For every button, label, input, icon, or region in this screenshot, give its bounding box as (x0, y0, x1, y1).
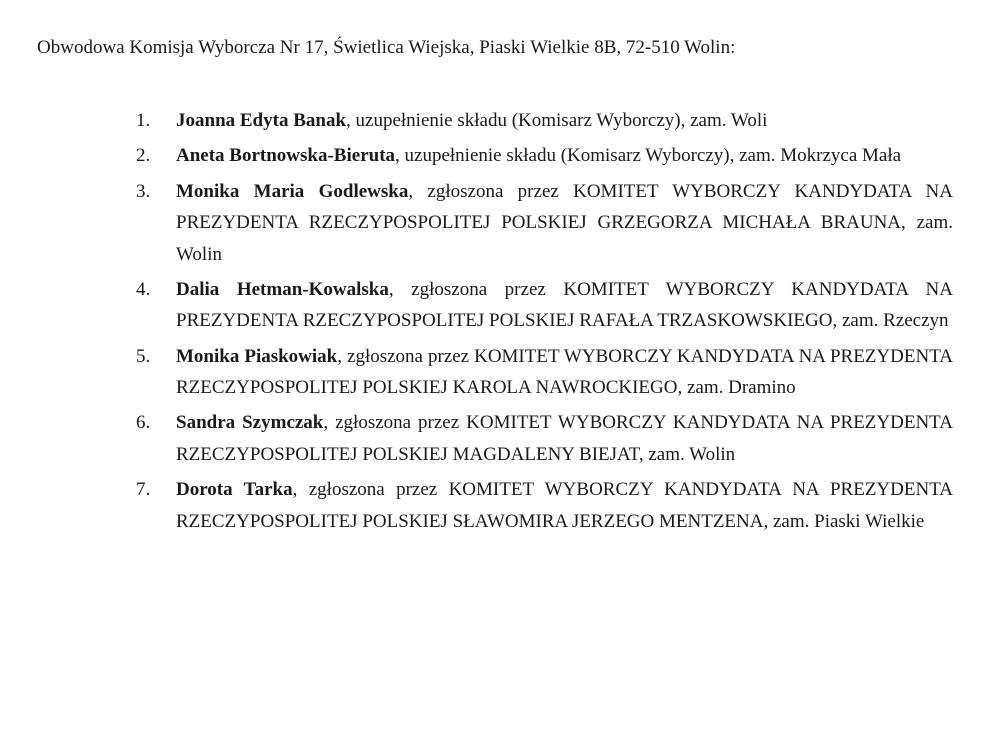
item-number: 6. (136, 412, 151, 434)
member-name: Sandra Szymczak (176, 412, 324, 434)
member-details: , zgłoszona przez KOMITET WYBORCZY KANDYDATA NA PREZYDENTA RZECZYPOSPOLITEJ POLSKIEJ SŁAWOMIRA JERZEGO MENTZENA, zam. Piaski Wielkie (176, 479, 954, 532)
member-details: , uzupełnienie składu (Komisarz Wyborczy), zam. Mokrzyca Mała (395, 145, 902, 167)
member-name: Aneta Bortnowska-Bieruta (176, 145, 396, 167)
member-details: , zgłoszona przez KOMITET WYBORCZY KANDYDATA NA PREZYDENTA RZECZYPOSPOLITEJ POLSKIEJ GRZEGORZA MICHAŁA BRAUNA, zam. Wolin (176, 180, 953, 265)
item-text (176, 140, 953, 172)
members-list (0, 105, 953, 541)
member-details: , uzupełnienie składu (Komisarz Wyborczy), zam. Woli (346, 110, 768, 131)
item-text (176, 274, 953, 337)
member-details: , zgłoszona przez KOMITET WYBORCZY KANDYDATA NA PREZYDENTA RZECZYPOSPOLITEJ POLSKIEJ KAROLA NAWROCKIEGO, zam. Dramino (176, 345, 954, 399)
item-number: 7. (136, 479, 151, 501)
item-text (176, 474, 953, 537)
item-number: 3. (136, 180, 151, 202)
member-name: Dorota Tarka (176, 479, 293, 501)
item-text (176, 105, 953, 137)
list-item (0, 474, 953, 537)
commission-header: Obwodowa Komisja Wyborcza Nr 17, Świetlica Wiejska, Piaski Wielkie 8B, 72-510 Wolin: (37, 37, 736, 58)
list-item (0, 140, 953, 172)
member-name: Monika Maria Godlewska (176, 180, 409, 202)
list-item (0, 407, 953, 470)
item-number: 5. (136, 345, 151, 367)
list-item (0, 274, 953, 337)
list-item (0, 341, 953, 404)
item-number: 2. (136, 145, 151, 167)
item-number: 4. (136, 278, 151, 300)
member-details: , zgłoszona przez KOMITET WYBORCZY KANDYDATA NA PREZYDENTA RZECZYPOSPOLITEJ POLSKIEJ RAFAŁA TRZASKOWSKIEGO, zam. Rzeczyn (176, 278, 953, 332)
member-name: Monika Piaskowiak (176, 345, 338, 367)
member-name: Joanna Edyta Banak (176, 110, 347, 131)
member-details: , zgłoszona przez KOMITET WYBORCZY KANDYDATA NA PREZYDENTA RZECZYPOSPOLITEJ POLSKIEJ MAGDALENY BIEJAT, zam. Wolin (176, 412, 953, 465)
item-number: 1. (136, 110, 151, 131)
list-item (0, 105, 953, 137)
item-text (176, 176, 953, 271)
item-text (176, 407, 953, 470)
list-item (0, 176, 953, 271)
item-text (176, 341, 953, 404)
member-name: Dalia Hetman-Kowalska (176, 278, 389, 300)
